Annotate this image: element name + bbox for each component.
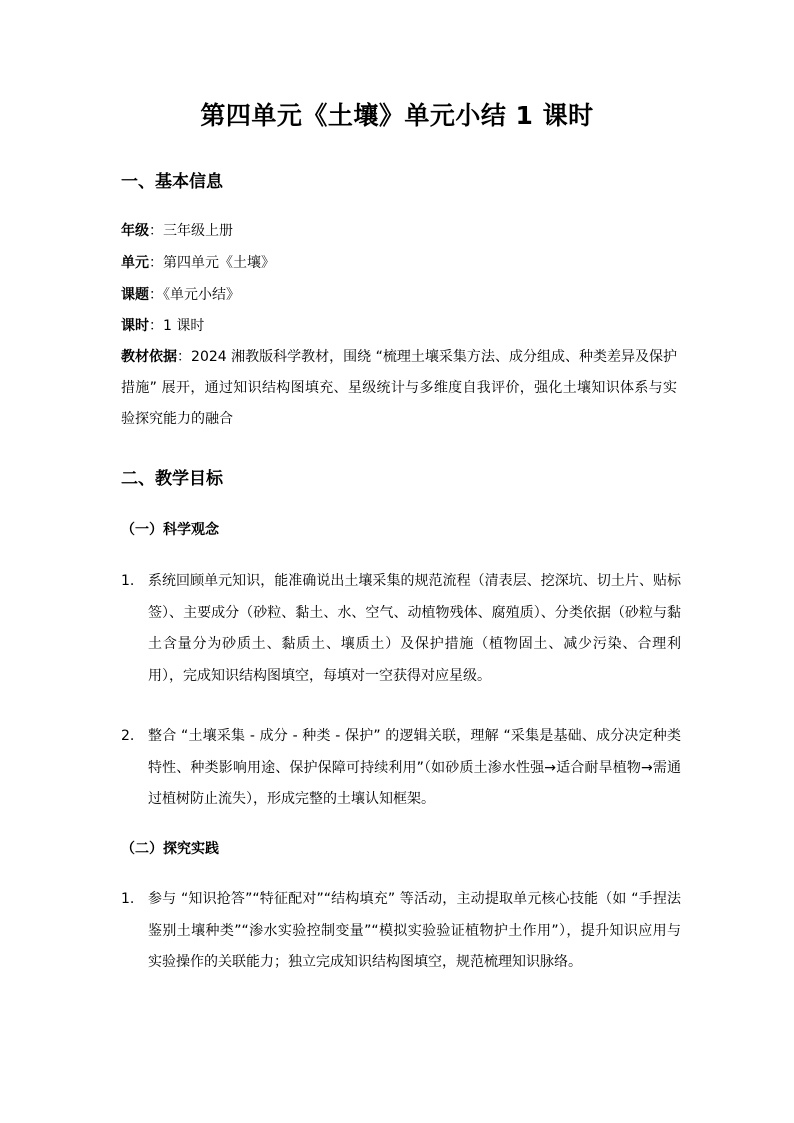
field-separator: ： [177,349,192,365]
list-item-text: 参与 “知识抢答”“特征配对”“结构填充” 等活动，主动提取单元核心技能（如 “手捏法鉴别土壤种类”“渗水实验控制变量”“模拟实验验证植物护土作用”），提升知识应用与实验操作的关联能力；独立完成知识结构图填空，规范梳理知识脉络。 [148,891,681,970]
field-textbook-basis [121,342,677,435]
field-periods [121,311,677,342]
document-title: 第四单元《土壤》单元小结 1 课时 [200,101,594,130]
field-value: 三年级上册 [163,223,233,239]
field-label: 单元 [121,255,149,271]
list-item [121,884,681,979]
section-heading-objectives: 二、教学目标 [121,469,223,489]
field-separator: ： [149,255,163,271]
field-value: 《单元小结》 [163,287,240,303]
subsection-heading-science-concepts: （一）科学观念 [121,522,219,538]
list-item-number: 2. [121,728,135,744]
section-heading-basic-info: 一、基本信息 [121,172,223,192]
list-item-number: 1. [121,573,135,589]
subsection-heading-inquiry-practice: （二）探究实践 [121,841,219,857]
field-label: 课时 [121,318,149,334]
field-value: 1 课时 [163,318,205,334]
field-unit [121,248,677,279]
field-value: 2024 湘教版科学教材，围绕 “梳理土壤采集方法、成分组成、种类差异及保护措施” 展开，通过知识结构图填充、星级统计与多维度自我评价，强化土壤知识体系与实验探究能力的融合 [121,349,678,427]
list-item [121,721,681,816]
field-label: 年级 [121,223,149,239]
field-grade [121,216,677,247]
list-item-number: 1. [121,891,135,907]
list-item-text: 系统回顾单元知识，能准确说出土壤采集的规范流程（清表层、挖深坑、切土片、贴标签）、主要成分（砂粒、黏土、水、空气、动植物残体、腐殖质）、分类依据（砂粒与黏土含量分为砂质土、黏质土、壤质土）及保护措施（植物固土、减少污染、合理利用），完成知识结构图填空，每填对一空获得对应星级。 [148,573,681,684]
field-separator: ： [149,223,163,239]
field-topic [121,280,677,311]
field-value: 第四单元《土壤》 [163,255,275,271]
list-item [121,566,681,692]
field-label: 课题 [121,287,149,303]
field-separator: ： [149,318,163,334]
field-separator: ： [149,287,163,303]
list-item-text: 整合 “土壤采集 - 成分 - 种类 - 保护” 的逻辑关联，理解 “采集是基础、成分决定种类特性、种类影响用途、保护保障可持续利用”（如砂质土渗水性强→适合耐旱植物→需通过植树防止流失），形成完整的土壤认知框架。 [148,728,681,807]
field-label: 教材依据 [121,349,178,365]
